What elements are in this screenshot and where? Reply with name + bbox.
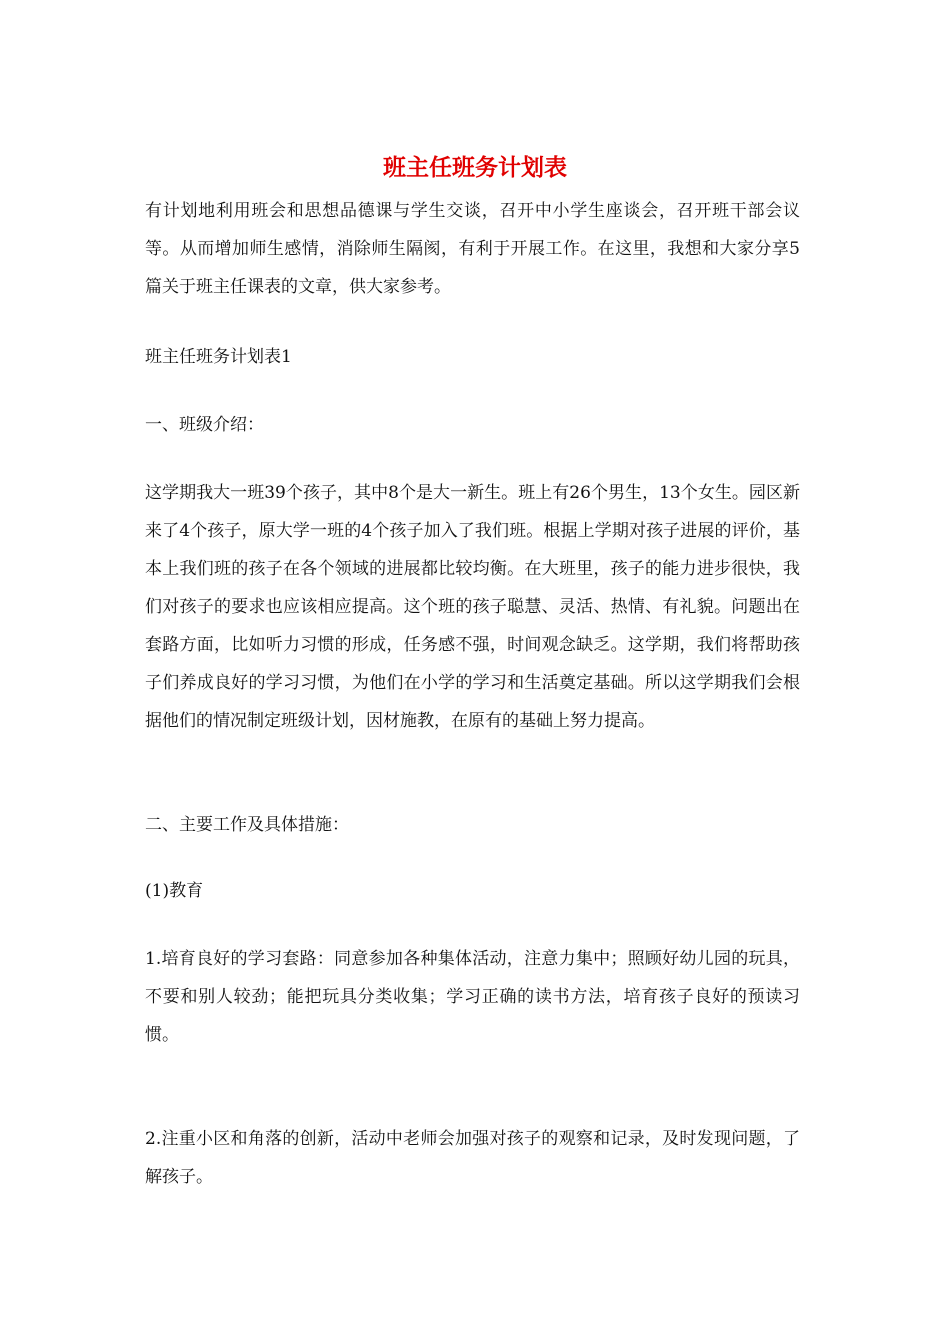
heading-main-work: 二、主要工作及具体措施：: [145, 815, 349, 835]
subheading-education: (1)教育: [145, 881, 204, 901]
list-item-2: 2.注重小区和角落的创新，活动中老师会加强对孩子的观察和记录，及时发现问题，了解孩子。: [145, 1129, 800, 1187]
section-title: 班主任班务计划表1: [145, 347, 292, 367]
list-item-1: 1.培育良好的学习套路：同意参加各种集体活动，注意力集中；照顾好幼儿园的玩具，不要和别人较劲；能把玩具分类收集；学习正确的读书方法，培育孩子良好的预读习惯。: [145, 949, 800, 1045]
intro-paragraph: 有计划地利用班会和思想品德课与学生交谈，召开中小学生座谈会，召开班干部会议等。从而增加师生感情，消除师生隔阂，有利于开展工作。在这里，我想和大家分享5篇关于班主任课表的文章，供大家参考。: [145, 201, 800, 297]
heading-class-introduction: 一、班级介绍：: [145, 415, 264, 435]
document-title: 班主任班务计划表: [383, 154, 567, 181]
class-introduction-paragraph: 这学期我大一班39个孩子，其中8个是大一新生。班上有26个男生，13个女生。园区新来了4个孩子，原大学一班的4个孩子加入了我们班。根据上学期对孩子进展的评价，基本上我们班的孩子在各个领域的进展都比较均衡。在大班里，孩子的能力进步很快，我们对孩子的要求也应该相应提高。这个班的孩子聪慧、灵活、热情、有礼貌。问题出在套路方面，比如听力习惯的形成，任务感不强，时间观念缺乏。这学期，我们将帮助孩子们养成良好的学习习惯，为他们在小学的学习和生活奠定基础。所以这学期我们会根据他们的情况制定班级计划，因材施教，在原有的基础上努力提高。: [145, 483, 800, 731]
